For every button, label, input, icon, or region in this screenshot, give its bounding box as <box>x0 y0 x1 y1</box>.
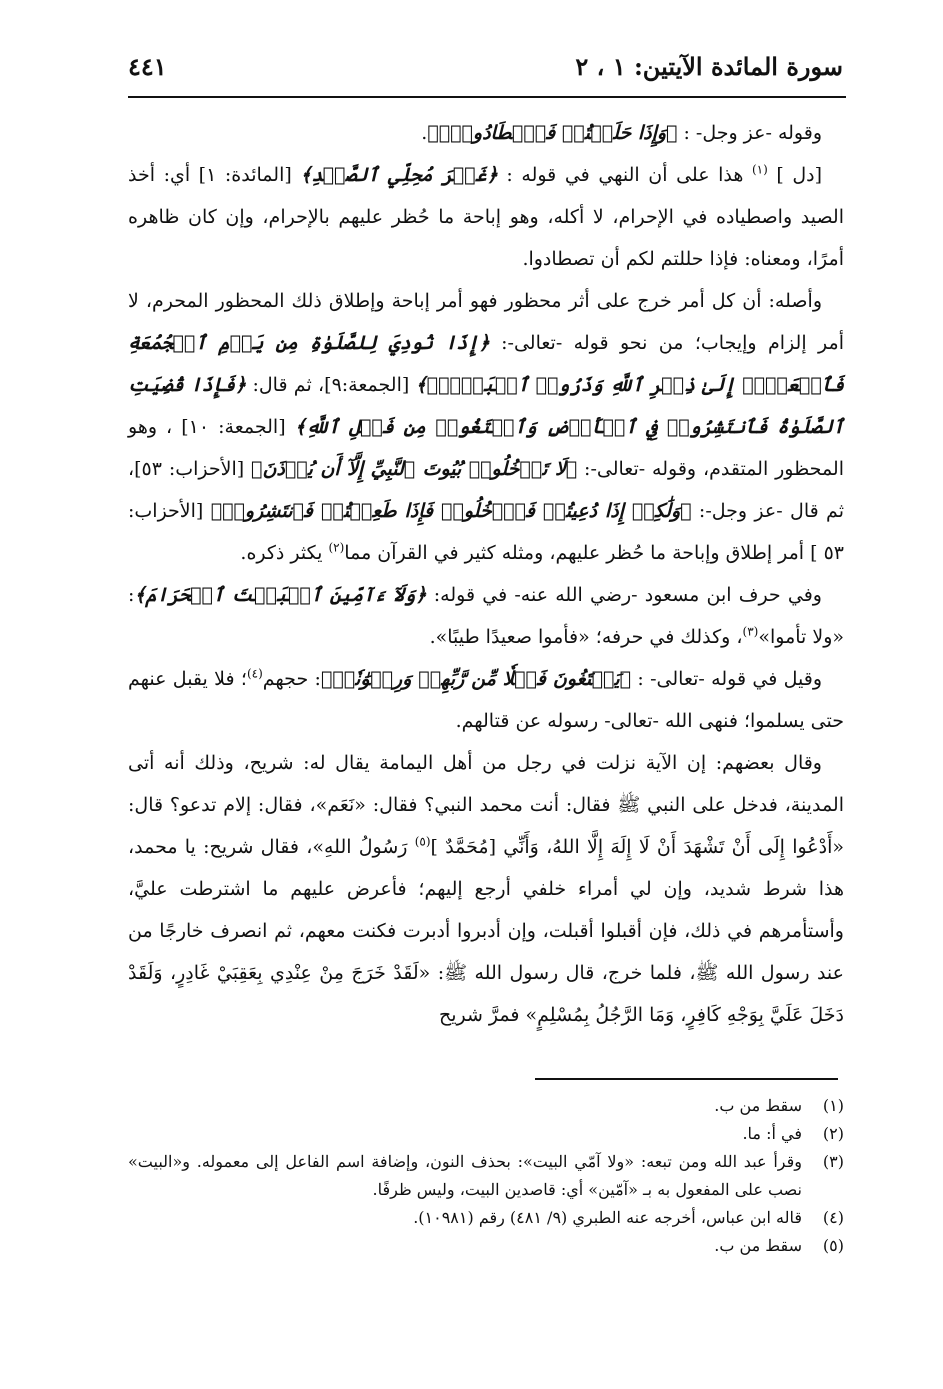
footnote-number: (٤) <box>822 1208 844 1227</box>
footnotes <box>128 1092 844 1260</box>
text-run: ؛ فلا يقبل عنهم حتى يسلموا؛ فنهى الله -تعالى- رسوله عن قتالهم. <box>128 668 844 732</box>
footnote-ref: (٤) <box>246 666 263 681</box>
text-run: وقال بعضهم: إن الآية نزلت في رجل من أهل اليمامة يقال له: شريح، وذلك أنه أتى المدينة، فدخل على النبي ﷺ فقال: أنت محمد النبي؟ فقال: «نَعَم»، فقال: إلام تدعو؟ قال: «أَدْعُوا إِلَى أَنْ تَشْهَدَ أَنْ لَا إِلَهَ إِلَّا اللهُ، وَأَنِّي [مُحَمَّدٌ ] <box>128 752 844 858</box>
text-run: يكثر ذكره. <box>240 542 329 564</box>
text-run: وفي حرف ابن مسعود -رضي الله عنه- في قوله: <box>426 584 822 606</box>
footnote <box>128 1120 844 1148</box>
text-run: [المائدة: ١] أي: أخذ الصيد واصطياده في الإحرام، لا أكله، وهو إباحة ما حُظر عليهم بالإحرام، وإن كان ظاهره أمرًا، ومعناه: فإذا حللتم لكم أن تصطادوا. <box>128 164 844 270</box>
quran-verse: ﴿وَلَٰكِنۡ إِذَا دُعِيتُمۡ فَٱدۡخُلُوا۟ فَإِذَا طَعِمۡتُمۡ فَٱنتَشِرُوا۟﴾ <box>210 500 692 522</box>
quran-verse: ﴿وَإِذَا حَلَلۡتُمۡ فَٱصۡطَادُوا۟ۚ﴾ <box>427 122 678 144</box>
footnote-text: سقط من ب. <box>714 1096 802 1115</box>
page-number: ٤٤١ <box>128 52 167 81</box>
footnote <box>128 1232 844 1260</box>
text-run: وأصله: أن كل أمر خرج على أثر محظور فهو أمر إباحة وإطلاق ذلك المحظور المحرم، لا أمر إلزام وإيجاب؛ من نحو قوله -تعالى-: <box>128 290 844 354</box>
footnote-text: وقرأ عبد الله ومن تبعه: «ولا آمّي البيت»: بحذف النون، وإضافة اسم الفاعل إلى معموله. و«البيت» نصب على المفعول به بـ «آمّين» أي: قاصدين البيت، وليس ظرفًا. <box>128 1152 802 1199</box>
paragraph-4 <box>128 574 844 658</box>
text-run: [دل ] <box>767 164 823 186</box>
page-header <box>128 46 843 94</box>
quran-verse: ﴿فَإِذَا قُضِيَتِ ٱلصَّلَوٰةُ فَٱنتَشِرُوا۟ فِي ٱلۡأَرۡضِ وَٱبۡتَغُوا۟ مِن فَضۡلِ ٱللَّهِ﴾ <box>128 374 845 438</box>
text-run: [الجمعة: ١٠] ، وهو المحظور المتقدم، وقوله -تعالى-: <box>128 416 844 480</box>
text-run: هذا على أن النهي في قوله : <box>497 164 752 186</box>
footnote-divider <box>535 1078 838 1080</box>
header-divider <box>128 96 846 98</box>
footnote-number: (٢) <box>822 1124 844 1143</box>
quran-verse: ﴿إِذَا نُودِيَ لِلصَّلَوٰةِ مِن يَوۡمِ ٱلۡجُمُعَةِ فَٱسۡعَوۡا۟ إِلَىٰ ذِكۡرِ ٱللَّهِ وَذَرُوا۟ ٱلۡبَيۡعَۚ﴾ <box>128 332 844 396</box>
main-text <box>128 112 844 1036</box>
footnote-number: (٥) <box>822 1236 844 1255</box>
text-run: [الجمعة:٩]، ثم قال: <box>246 374 416 396</box>
footnote-number: (٣) <box>822 1152 844 1171</box>
quran-verse: ﴿وَلَآ ءَآمِّينَ ٱلۡبَيۡتَ ٱلۡحَرَامَ﴾ <box>134 584 427 606</box>
footnote-number: (١) <box>822 1096 844 1115</box>
text-run: ، وكذلك في حرفه؛ «فأموا صعيدًا طيبًا». <box>429 626 743 648</box>
paragraph-3 <box>128 280 844 574</box>
quran-verse: ﴿غَيۡرَ مُحِلِّي ٱلصَّيۡدِ﴾ <box>300 164 498 186</box>
text-run: وقيل في قوله -تعالى- : <box>631 668 823 690</box>
footnote-ref: (٣) <box>742 624 759 639</box>
text-run: [الأحزاب: ٥٣]، ثم قال -عز وجل-: <box>128 458 844 522</box>
quran-verse: ﴿لَا تَدۡخُلُوا۟ بُيُوتَ ٱلنَّبِيِّ إِلَّآ أَن يُؤۡذَنَ﴾ <box>251 458 578 480</box>
running-title: سورة المائدة الآيتين: ١ ، ٢ <box>575 52 843 81</box>
paragraph-2 <box>128 154 844 280</box>
footnote-text: سقط من ب. <box>714 1236 802 1255</box>
paragraph-1 <box>128 112 844 154</box>
footnote-ref: (٥) <box>414 834 431 849</box>
footnote-text: قاله ابن عباس، أخرجه عنه الطبري (٩/ ٤٨١) رقم (١٠٩٨١). <box>413 1208 802 1227</box>
footnote-text: في أ: ما. <box>742 1124 802 1143</box>
text-run: : «ولا تأموا» <box>128 584 844 648</box>
text-run: . <box>421 122 428 144</box>
footnote <box>128 1204 844 1232</box>
footnote <box>128 1148 844 1204</box>
text-run: : حجهم <box>262 668 321 690</box>
paragraph-6 <box>128 742 844 1036</box>
footnote-ref: (١) <box>751 162 768 177</box>
footnote <box>128 1092 844 1120</box>
text-run: رَسُولُ اللهِ»، فقال شريح: يا محمد، هذا شرط شديد، وإن لي أمراء خلفي أرجع إليهم؛ فأعرض عليهم ما اشترطت عليَّ، وأستأمرهم في ذلك، فإن أقبلوا أقبلت، وإن أدبروا أدبرت فكنت معهم، ثم انصرف خارجًا من عند رسول الله ﷺ، فلما خرج، قال رسول الله ﷺ: «لَقَدْ خَرَجَ مِنْ عِنْدِي بِعَقِبَيْ غَادِرٍ، وَلَقَدْ دَخَلَ عَلَيَّ بِوَجْهِ كَافِرٍ، وَمَا الرَّجُلُ بِمُسْلِمٍ» فمرَّ شريح <box>128 836 844 1026</box>
quran-verse: ﴿يَبۡتَغُونَ فَضۡلٗا مِّن رَّبِّهِمۡ وَرِضۡوَٰنٗاۚ﴾ <box>320 668 632 690</box>
text-run: وقوله -عز وجل- : <box>677 122 822 144</box>
paragraph-5 <box>128 658 844 742</box>
footnote-ref: (٢) <box>328 540 345 555</box>
text-run: [الأحزاب: ٥٣ ] أمر إطلاق وإباحة ما حُظر عليهم، ومثله كثير في القرآن مما <box>128 500 844 564</box>
